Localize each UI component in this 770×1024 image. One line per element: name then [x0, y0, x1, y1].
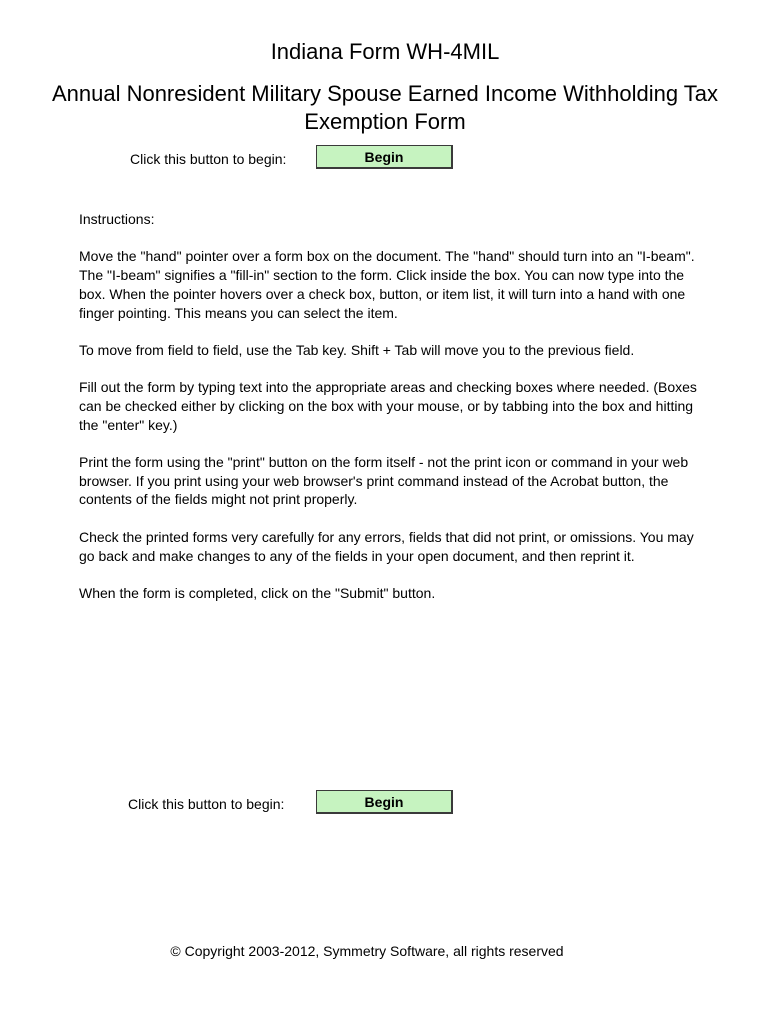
instruction-paragraph: Fill out the form by typing text into the appropriate areas and checking boxes where needed. (Boxes can be checked either by clicking on the box with your mouse, or by tabbing into the box and hitting the "enter" key.): [79, 379, 697, 433]
begin-label-top: Click this button to begin:: [130, 151, 287, 167]
instruction-paragraph: Move the "hand" pointer over a form box on the document. The "hand" should turn into an "I-beam". The "I-beam" signifies a "fill-in" section to the form. Click inside the box. You can now type into the box. When the pointer hovers over a check box, button, or item list, it will turn into a hand with one finger pointing. This means you can select the item.: [79, 248, 695, 321]
begin-label-bottom: Click this button to begin:: [128, 796, 285, 812]
instruction-paragraph: To move from field to field, use the Tab key. Shift + Tab will move you to the previous field.: [79, 341, 635, 358]
begin-row-bottom: [0, 790, 770, 818]
form-subtitle: Annual Nonresident Military Spouse Earned Income Withholding Tax Exemption Form: [51, 81, 719, 134]
begin-button-top[interactable]: Begin: [316, 145, 453, 169]
form-title: Indiana Form WH-4MIL: [270, 39, 500, 64]
begin-row-top: [0, 145, 770, 173]
copyright-notice: © Copyright 2003-2012, Symmetry Software, all rights reserved: [170, 943, 564, 959]
instructions-heading: Instructions:: [79, 211, 155, 227]
instruction-paragraph: Print the form using the "print" button on the form itself - not the print icon or command in your web browser. If you print using your web browser's print command instead of the Acrobat button, the contents of the fields might not print properly.: [79, 454, 689, 508]
instruction-paragraph: Check the printed forms very carefully for any errors, fields that did not print, or omissions. You may go back and make changes to any of the fields in your open document, and then reprint it.: [79, 528, 694, 564]
instructions-section: [79, 210, 699, 621]
instruction-paragraph: When the form is completed, click on the "Submit" button.: [79, 584, 436, 601]
begin-button-bottom[interactable]: Begin: [316, 790, 453, 814]
